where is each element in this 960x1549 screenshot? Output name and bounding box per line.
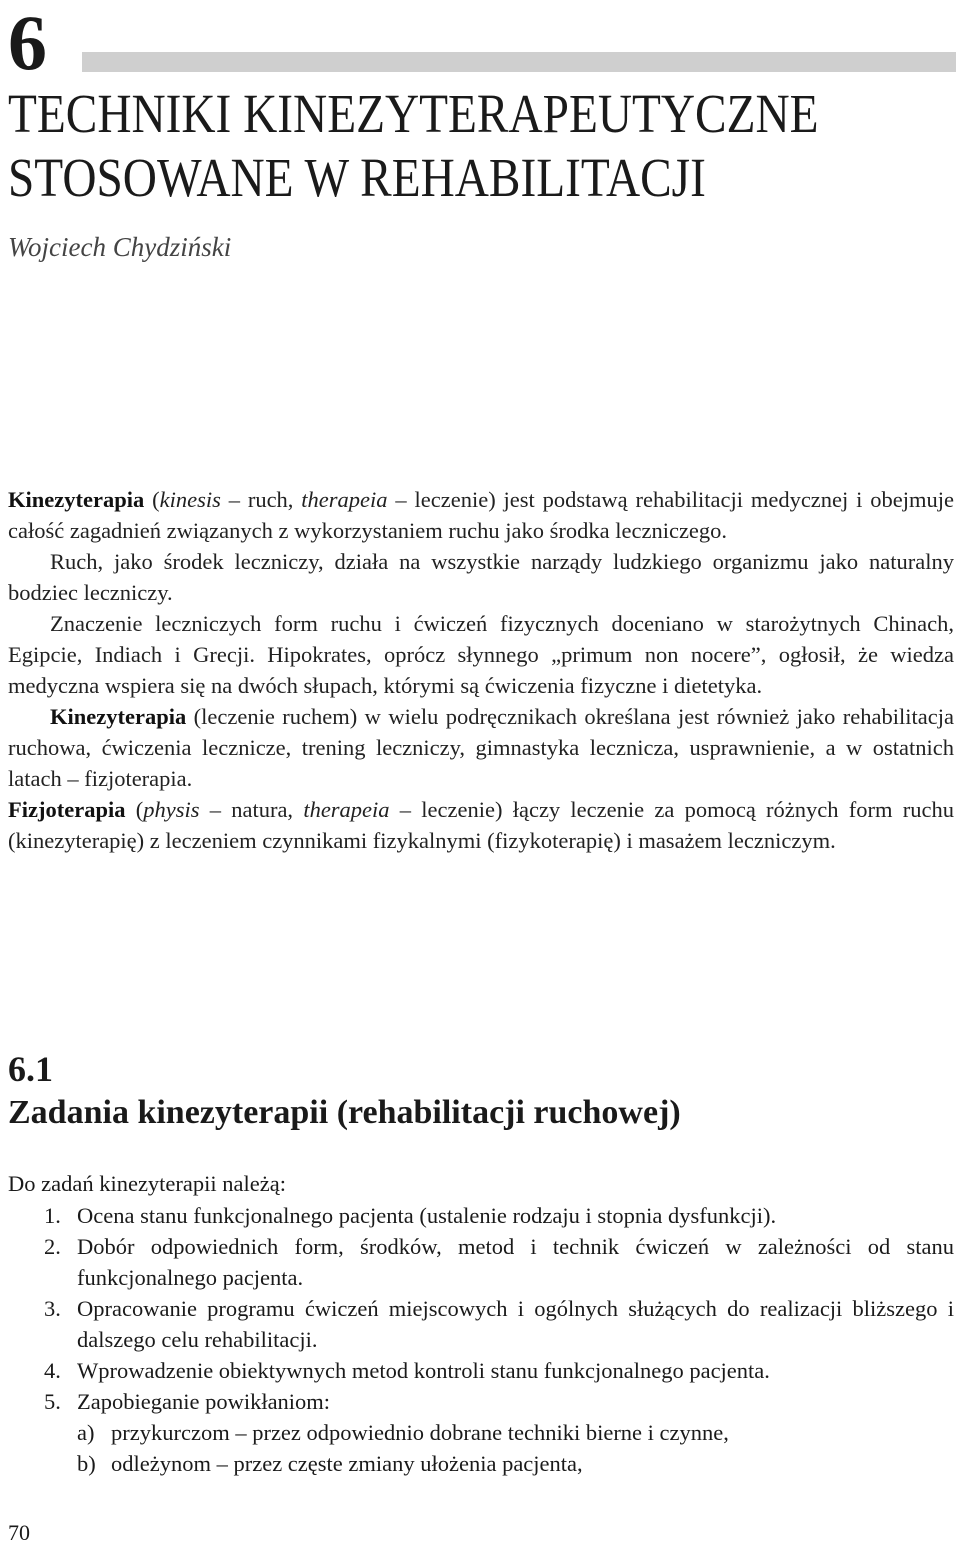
list-text: Opracowanie programu ćwiczeń miejscowych i ogólnych służących do realizacji bliższego i dalszego celu rehabilitacji.	[77, 1296, 954, 1352]
text-run: (	[144, 487, 160, 512]
list-text: Ocena stanu funkcjonalnego pacjenta (ustalenie rodzaju i stopnia dysfunkcji).	[77, 1203, 777, 1228]
text-run: – leczenie) łączy leczenie za pomocą różnych form ruchu (kinezyterapię) z leczeniem czynnikami fizykalnymi (fizykoterapię) i masażem leczniczym.	[8, 797, 954, 853]
author-name: Wojciech Chydziński	[8, 232, 232, 262]
term-kinezyterapia: Kinezyterapia	[8, 487, 145, 512]
italic-term: therapeia	[303, 797, 390, 822]
term-kinezyterapia-2: Kinezyterapia	[50, 704, 187, 729]
paragraph-2: Ruch, jako środek leczniczy, działa na wszystkie narządy ludzkiego organizmu jako naturalny bodziec leczniczy.	[8, 549, 954, 605]
sublist-letter: a)	[77, 1420, 95, 1445]
list-number: 4.	[44, 1358, 61, 1383]
chapter-title-line-2: STOSOWANE W REHABILITACJI	[8, 147, 706, 208]
chapter-title-line-1: TECHNIKI KINEZYTERAPEUTYCZNE	[8, 83, 819, 144]
italic-term: physis	[143, 797, 200, 822]
sublist-item	[77, 1448, 954, 1479]
chapter-title	[8, 82, 819, 210]
list-item	[44, 1200, 954, 1231]
italic-term: kinesis	[159, 487, 221, 512]
list-item	[44, 1293, 954, 1355]
term-fizjoterapia: Fizjoterapia	[8, 797, 126, 822]
paragraph-3: Znaczenie leczniczych form ruchu i ćwiczeń fizycznych doceniano w starożytnych Chinach, Egipcie, Indiach i Grecji. Hipokrates, oprócz słynnego „primum non nocere”, ogłosił, że wiedza medyczna wspiera się na dwóch słupach, którymi są ćwiczenia fizyczne i dietetyka.	[8, 611, 954, 698]
task-list	[44, 1200, 954, 1479]
page-number: 70	[8, 1520, 30, 1545]
section-title: Zadania kinezyterapii (rehabilitacji ruchowej)	[8, 1094, 681, 1131]
list-intro: Do zadań kinezyterapii należą:	[8, 1171, 286, 1196]
text-run: – leczenie) jest podstawą rehabilitacji medycznej i obejmuje całość zagadnień związanych z wykorzystaniem ruchu jako środka leczniczego.	[8, 487, 954, 543]
list-item	[44, 1355, 954, 1386]
list-text-with-sublist	[77, 1386, 954, 1479]
list-item	[44, 1386, 954, 1479]
section-number: 6.1	[8, 1049, 53, 1089]
intro-text	[8, 484, 954, 856]
list-number: 5.	[44, 1389, 61, 1414]
list-number: 3.	[44, 1296, 61, 1321]
sublist-item	[77, 1417, 954, 1448]
list-number: 2.	[44, 1234, 61, 1259]
sublist-letter: b)	[77, 1451, 96, 1476]
chapter-header-bar	[82, 52, 956, 72]
text-run: – natura,	[199, 797, 304, 822]
list-text: Wprowadzenie obiektywnych metod kontroli stanu funkcjonalnego pacjenta.	[77, 1358, 770, 1383]
list-item	[44, 1231, 954, 1293]
paragraph-4	[8, 701, 954, 794]
sublist	[77, 1417, 954, 1479]
text-run: (	[125, 797, 144, 822]
sublist-text: odleżynom – przez częste zmiany ułożenia pacjenta,	[111, 1451, 583, 1476]
paragraph-5	[8, 794, 954, 856]
text-run: (leczenie ruchem) w wielu podręcznikach określana jest również jako rehabilitacja ruchowa, ćwiczenia lecznicze, trening leczniczy, gimnastyka lecznicza, usprawnienie, a w ostatnich latach – fizjoterapia.	[8, 704, 954, 791]
list-text: Dobór odpowiednich form, środków, metod i technik ćwiczeń w zależności od stanu funkcjonalnego pacjenta.	[77, 1234, 954, 1290]
text-run: – ruch,	[220, 487, 302, 512]
chapter-number: 6	[8, 0, 46, 86]
sublist-text: przykurczom – przez odpowiednio dobrane techniki bierne i czynne,	[111, 1420, 729, 1445]
italic-term: therapeia	[301, 487, 388, 512]
paragraph-1	[8, 484, 954, 546]
list-text: Zapobieganie powikłaniom:	[77, 1389, 331, 1414]
list-number: 1.	[44, 1203, 61, 1228]
